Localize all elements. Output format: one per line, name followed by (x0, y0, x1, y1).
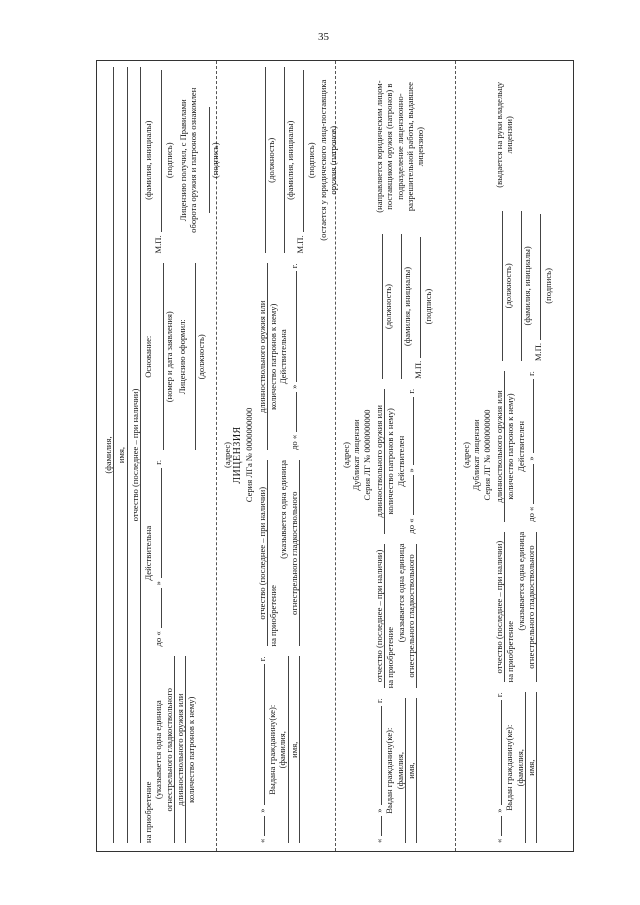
stub-signature: (подпись) (163, 142, 174, 179)
stub-application: (номер и дата заявления) (164, 311, 175, 403)
dup1-position: (должность) (382, 283, 393, 330)
license-body (257, 67, 339, 843)
dup2-quote-open: « (493, 838, 504, 843)
license-signature: (подпись) (305, 142, 316, 179)
dup2-initials: (фамилия, инициалы) (522, 246, 533, 326)
license-column (220, 59, 339, 851)
stub-issued-by: Лицензию оформил: (176, 319, 187, 395)
license-until: до « (288, 434, 299, 450)
stub-surname: (фамилия, (103, 67, 114, 843)
dup1-initials: (фамилия, инициалы) (402, 266, 413, 347)
dup1-weapon-line1: огнестрельного гладкоствольного (406, 544, 417, 689)
stub-ammo-qty: количество патронов к нему) (186, 696, 197, 803)
dup2-for-purchase: на приобретение (505, 620, 516, 683)
dup2-unit-note: (указывается одна единица (515, 531, 526, 631)
dup1-title: Дубликат лицензии (351, 419, 362, 491)
stub-purchase-block (143, 67, 220, 843)
license-until-year: г. (288, 263, 299, 269)
license-quote-open: « (256, 838, 267, 843)
stub-received-line2: оборота оружия и патронов ознакомлен (188, 87, 199, 233)
page-number: 35 (318, 31, 329, 43)
dup2-until-year: г. (525, 371, 536, 376)
dup2-weapon-line1: огнестрельного гладкоствольного (526, 532, 537, 683)
dup1-valid: Действителен (395, 435, 406, 487)
license-initials: (фамилия, инициалы) (284, 120, 295, 200)
license-year: г. (256, 656, 267, 662)
license-ammo-qty: количество патронов к нему) (267, 303, 278, 410)
dup1-quote-open: « (373, 838, 384, 843)
dup2-note: (выдается на руки владельцу лицензии) (493, 81, 515, 188)
dup1-ammo-qty: количество патронов к нему) (385, 408, 396, 515)
duplicate1-column (339, 59, 451, 851)
license-name: имя, (289, 657, 300, 844)
dup2-weapon-line2: длинноствольного оружия или (494, 371, 505, 522)
license-position: (должность) (265, 137, 276, 183)
license-form-frame (96, 60, 574, 852)
stub-column (101, 59, 220, 851)
dup1-body (374, 67, 433, 843)
license-address: (адрес) (222, 441, 232, 469)
dup2-signature: (подпись) (542, 268, 553, 304)
dup1-for-purchase: на приобретение (385, 626, 396, 689)
dup1-weapon-line2: длинноствольного оружия или (374, 389, 385, 534)
dup1-until-quote-close: » (405, 468, 416, 473)
dup2-patronymic: отчество (последнее – при наличии) (494, 532, 505, 683)
license-title: ЛИЦЕНЗИЯ (232, 426, 244, 484)
license-surname: (фамилия, (277, 657, 288, 844)
dup2-quote-close: » (493, 808, 504, 813)
dup1-signature: (подпись) (422, 288, 433, 325)
dup1-note: (направляется юридическим лицом-поставщиком оружия (патронов) в подразделение лицензионно-разрешительной работы, выдавшее лицензию) (373, 80, 426, 213)
stub-valid: Действительна (142, 525, 153, 581)
stub-weapon-line2: длинноствольного оружия или (175, 657, 186, 844)
stub-until: до « (153, 631, 164, 647)
dup1-issued-to: Выдан гражданину(ке): (384, 727, 395, 814)
dup2-until: до « (525, 506, 536, 522)
dup2-valid: Действителен (515, 421, 526, 472)
license-stamp: М.П. (295, 235, 306, 254)
dup1-unit-note: (указывается одна единица (395, 543, 406, 643)
stub-unit-note: (указывается одна единица (153, 700, 164, 800)
license-weapon-line1: огнестрельного гладкоствольного (289, 460, 300, 647)
license-unit-note: (указывается одна единица (278, 460, 289, 559)
dup1-year: г. (373, 698, 384, 704)
dup1-patronymic: отчество (последнее – при наличии) (374, 544, 385, 689)
stub-name: имя, (116, 67, 127, 843)
stub-signature2: (подпись) (209, 142, 220, 179)
license-series: Серия ЛГа № 0000000000 (244, 407, 255, 503)
license-issued-to: Выдана гражданину(ке): (266, 704, 277, 795)
stub-weapon-line1: огнестрельного гладкоствольного (164, 657, 175, 844)
dup1-stamp: М.П. (412, 360, 423, 379)
license-for-purchase: на приобретение (267, 585, 278, 647)
dup1-until-year: г. (405, 388, 416, 394)
license-quote-close: » (256, 808, 267, 813)
dup2-address: (адрес) (461, 441, 471, 469)
dup2-year: г. (493, 692, 504, 698)
dup2-issued-to: Выдан гражданину(ке): (504, 724, 515, 811)
dup1-quote-close: » (373, 808, 384, 813)
dup2-ammo-qty: количество патронов к нему) (505, 393, 516, 500)
stub-quote-close: » (153, 581, 164, 586)
dup2-series: Серия ЛГ № 0000000000 (481, 409, 492, 501)
license-patronymic: отчество (последнее – при наличии) (257, 460, 268, 647)
dup1-surname: (фамилия, (395, 698, 406, 843)
dup1-series: Серия ЛГ № 0000000000 (361, 409, 372, 501)
stub-patronymic: отчество (последнее – при наличии) (130, 67, 141, 843)
dup1-address: (адрес) (341, 441, 351, 469)
dup1-until: до « (405, 518, 416, 534)
license-valid: Действительна (278, 329, 289, 385)
license-note: (остается у юридического лица-поставщика оружия (патронов) (317, 79, 339, 241)
stub-stamp: М.П. (153, 235, 164, 254)
stub-basis: Основание: (142, 335, 153, 378)
stub-valid-until-row (153, 460, 163, 647)
dup2-name: имя, (526, 692, 537, 843)
license-until-quote-close: » (288, 384, 299, 389)
stub-initials: (фамилия, инициалы) (142, 120, 153, 200)
dup2-until-quote-close: » (525, 456, 536, 461)
dup2-surname: (фамилия, (515, 692, 526, 843)
dup2-position: (должность) (502, 263, 513, 309)
dup2-body (494, 67, 553, 843)
duplicate2-column (459, 59, 571, 851)
stub-position: (должность) (195, 334, 206, 380)
dup2-title: Дубликат лицензии (471, 419, 482, 491)
dup2-stamp: М.П. (532, 343, 543, 362)
stub-for-purchase: на приобретение (142, 781, 153, 843)
dup1-name: имя, (406, 698, 417, 843)
cut-line-3 (455, 61, 456, 851)
stub-year: г. (153, 460, 164, 465)
license-weapon-line2: длинноствольного оружия или (257, 264, 268, 451)
stub-received-line1: Лицензию получил, с Правилами (177, 99, 188, 222)
